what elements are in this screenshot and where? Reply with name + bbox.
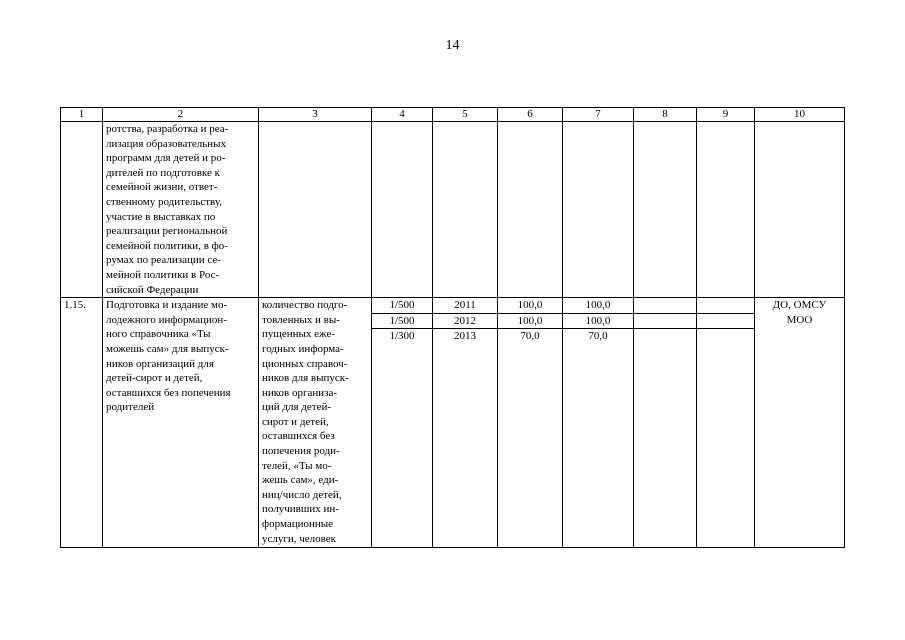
activity-text	[106, 122, 255, 297]
year-value: 2011	[433, 298, 497, 314]
text-line: ниц/число детей,	[262, 488, 342, 501]
year-value: 2012	[433, 314, 497, 330]
value-cell	[498, 122, 563, 298]
activity-cell	[103, 122, 259, 298]
table-row	[61, 298, 845, 548]
text-line: лодежного информацион-	[106, 313, 227, 326]
text-line: детей-сирот и детей,	[106, 372, 203, 385]
col4-value: 1/300	[389, 330, 415, 343]
text-line: сирот и детей,	[262, 415, 329, 428]
header-row	[61, 108, 845, 122]
text-line: МОО	[786, 313, 813, 326]
col8-subcell	[634, 298, 696, 314]
value-cell	[697, 122, 755, 298]
text-line: родителей	[106, 401, 155, 414]
text-line: семейной политики, в фо-	[106, 239, 228, 252]
program-table	[60, 107, 845, 548]
indicator-cell	[259, 298, 372, 548]
header-cell: 8	[634, 108, 697, 122]
text-line: телей, «Ты мо-	[262, 459, 332, 472]
text-line: ного справочника «Ты	[106, 328, 211, 341]
value-cell	[563, 122, 634, 298]
text-line: попечения роди-	[262, 445, 340, 458]
value-cell	[372, 122, 433, 298]
text-line: сийской Федерации	[106, 283, 199, 296]
col7-value: 70,0	[588, 330, 608, 343]
value-cell	[433, 122, 498, 298]
text-line: оставшихся без	[262, 430, 335, 443]
text-line: оставшихся без попечения	[106, 386, 231, 399]
text-line: лизация образовательных	[106, 137, 227, 150]
col6-cell	[498, 298, 563, 548]
value-cell	[755, 122, 845, 298]
text-line: румах по реализации се-	[106, 254, 221, 267]
header-cell: 3	[259, 108, 372, 122]
col4-cell	[372, 298, 433, 548]
col7-cell	[563, 298, 634, 548]
text-line: можешь сам» для выпуск-	[106, 342, 229, 355]
col9-subcell	[697, 298, 754, 314]
header-cell: 2	[103, 108, 259, 122]
text-line: товленных и вы-	[262, 313, 340, 326]
text-line: семейной жизни, ответ-	[106, 181, 218, 194]
indicator-text	[262, 298, 368, 546]
col8-cell	[634, 298, 697, 548]
page-number: 14	[445, 38, 460, 53]
col5-cell	[433, 298, 498, 548]
text-line: услуги, человек	[262, 532, 337, 545]
col7-value: 100,0	[563, 298, 633, 314]
row-number-cell	[61, 122, 103, 298]
text-line: ников организа-	[262, 386, 338, 399]
header-cell: 9	[697, 108, 755, 122]
text-line: количество подго-	[262, 299, 348, 312]
text-line: дителей по подготовке к	[106, 166, 220, 179]
header-cell: 4	[372, 108, 433, 122]
header-cell: 1	[61, 108, 103, 122]
header-cell: 6	[498, 108, 563, 122]
continuation-row	[61, 122, 845, 298]
indicator-cell	[259, 122, 372, 298]
text-line: ников для выпуск-	[262, 372, 349, 385]
text-line: годных информа-	[262, 342, 344, 355]
text-line: ственному родительству,	[106, 195, 222, 208]
col6-value: 100,0	[498, 314, 562, 330]
text-line: формационные	[262, 518, 334, 531]
text-line: пущенных еже-	[262, 328, 336, 341]
activity-text	[106, 298, 255, 415]
header-cell: 10	[755, 108, 845, 122]
value-cell	[634, 122, 697, 298]
col6-value: 70,0	[520, 330, 540, 343]
col7-value: 100,0	[563, 314, 633, 330]
activity-cell	[103, 298, 259, 548]
header-cell: 5	[433, 108, 498, 122]
text-line: мейной политики в Рос-	[106, 268, 220, 281]
year-value: 2013	[454, 330, 476, 343]
text-line: программ для детей и ро-	[106, 152, 226, 165]
text-line: ций для детей-	[262, 401, 332, 414]
row-number: 1.15.	[61, 298, 103, 548]
text-line: реализации региональной	[106, 225, 228, 238]
text-line: ДО, ОМСУ	[772, 299, 827, 312]
col8-subcell	[634, 314, 696, 330]
responsible-cell	[755, 298, 845, 548]
text-line: ционных справоч-	[262, 357, 348, 370]
header-cell: 7	[563, 108, 634, 122]
responsible-text	[758, 298, 841, 327]
text-line: жешь сам», еди-	[262, 474, 339, 487]
col6-value: 100,0	[498, 298, 562, 314]
col9-cell	[697, 298, 755, 548]
text-line: участие в выставках по	[106, 210, 216, 223]
col4-value: 1/500	[372, 298, 432, 314]
text-line: ников организаций для	[106, 357, 214, 370]
text-line: получивших ин-	[262, 503, 339, 516]
col9-subcell	[697, 314, 754, 330]
col4-value: 1/500	[372, 314, 432, 330]
text-line: Подготовка и издание мо-	[106, 299, 228, 312]
text-line: ротства, разработка и реа-	[106, 123, 229, 135]
